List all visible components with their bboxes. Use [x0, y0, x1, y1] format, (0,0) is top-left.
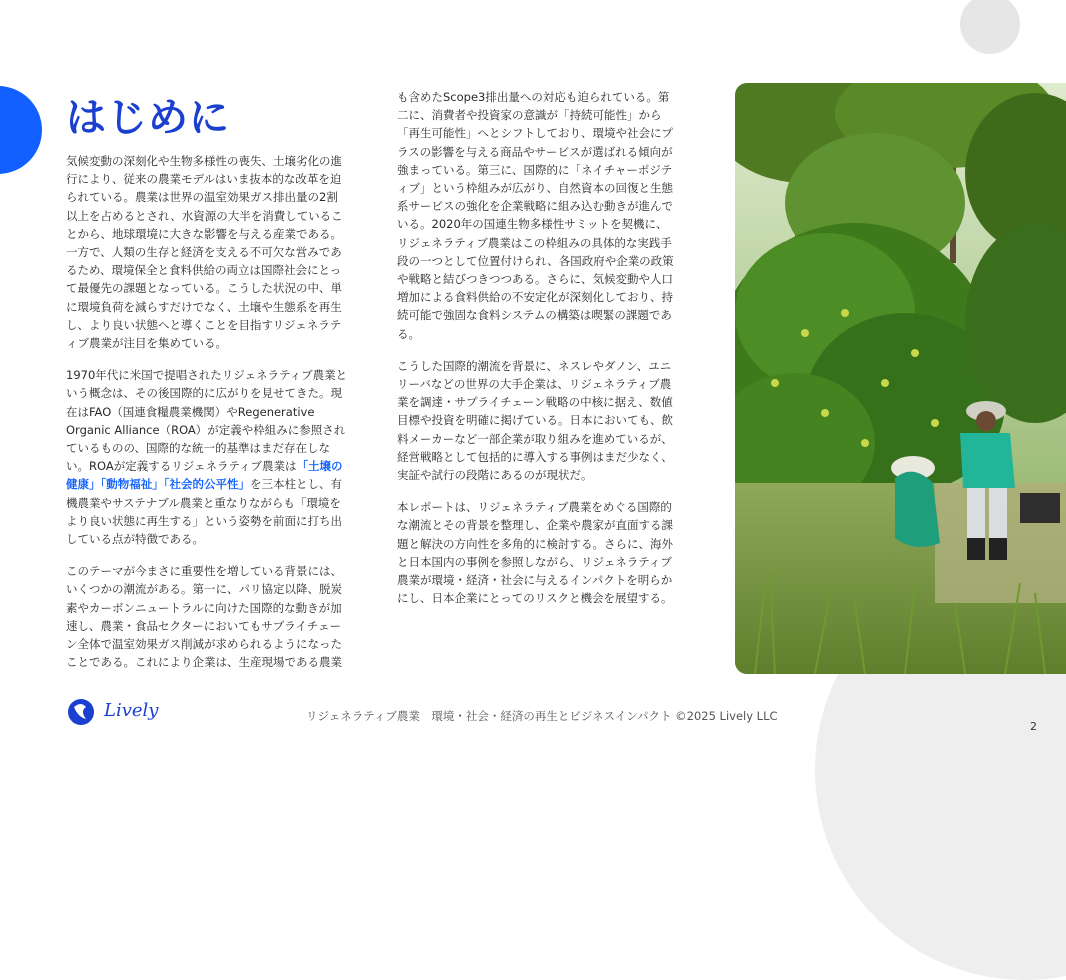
farm-photo-illustration — [735, 83, 1066, 674]
lively-logo-text: Lively — [104, 700, 159, 721]
footer-text: リジェネラティブ農業 環境・社会・経済の再生とビジネスインパクト ©2025 Lively LLC — [306, 709, 778, 723]
decorative-accent-circle — [0, 86, 42, 174]
paragraph-report-purpose: 本レポートは、リジェネラティブ農業をめぐる国際的な潮流とその背景を整理し、企業や農家が直面する課題と解決の方向性を多角的に検討する。さらに、海外と日本国内の事例を参照しながら、リジェネラティブ農業が環境・経済・社会に与えるインパクトを明らかにし、日本企業にとってのリスクと機会を展望する。 — [397, 500, 673, 606]
left-text-column — [66, 152, 348, 685]
paragraph-history-text-a: 1970年代に米国で提唱されたリジェネラティブ農業という概念は、その後国際的に広がりを見せてきた。現在はFAO（国連食糧農業機関）やRegenerative Organic Alliance（ROA）が定義や枠組みに参照されているものの、国際的な統一的基準はまだ存在しない。ROAが定義するリジェネラティブ農業は — [66, 368, 348, 474]
three-pillars-highlight: 「土壌の健康」「動物福祉」「社会的公平性」 — [66, 459, 343, 492]
lively-logo — [66, 697, 166, 731]
middle-text-column — [397, 88, 679, 621]
page-title: はじめに — [66, 95, 230, 141]
paragraph-background: このテーマが今まさに重要性を増している背景には、いくつかの潮流がある。第一に、パリ協定以降、脱炭素やカーボンニュートラルに向けた国際的な動きが加速し、農業・食品セクターにおいてもサプライチェーン全体で温室効果ガス削減が求められるようになったことである。これにより企業は、生産現場である農業 — [66, 564, 342, 670]
page-number: 2 — [1030, 720, 1037, 733]
paragraph-trends: も含めたScope3排出量への対応も迫られている。第二に、消費者や投資家の意識が「持続可能性」から「再生可能性」へとシフトしており、環境や社会にプラスの影響を与える商品やサービスが選ばれる傾向が強まっている。第三に、国際的に「ネイチャーポジティブ」という枠組みが広がり、自然資本の回復と生態系サービスの強化を企業戦略に組み込む動きが進んでいる。2020年の国連生物多様性サミットを契機に、リジェネラティブ農業はこの枠組みの具体的な実践手段の一つとして位置付けられ、各国政府や企業の政策や戦略と結びつきつつある。さらに、気候変動や人口増加による食料供給の不安定化が深刻化しており、持続可能で強固な食料システムの構築は喫緊の課題である。 — [397, 90, 674, 341]
decorative-top-circle — [960, 0, 1020, 54]
paragraph-history-text-b: を三本柱とし、有機農業やサステナブル農業と重なりながらも「環境をより良い状態に再生する」という姿勢を前面に打ち出している点が特徴である。 — [66, 477, 342, 547]
farm-photo — [735, 83, 1066, 674]
paragraph-companies: こうした国際的潮流を背景に、ネスレやダノン、ユニリーバなどの世界の大手企業は、リジェネラティブ農業を調達・サプライチェーン戦略の中核に据え、数値目標や投資を明確に掲げている。日本においても、飲料メーカーなど一部企業が取り組みを進めているが、経営戦略として包括的に導入する事例はまだ少なく、実証や試行の段階にあるのが現状だ。 — [397, 358, 673, 483]
paragraph-intro: 気候変動の深刻化や生物多様性の喪失、土壌劣化の進行により、従来の農業モデルはいま抜本的な改革を迫られている。農業は世界の温室効果ガス排出量の2割以上を占めるとされ、水資源の大半を消費していることから、地球環境に大きな影響を与える産業である。一方で、人類の生存と経済を支える不可欠な営みであるため、環境保全と食料供給の両立は国際社会にとって最優先の課題となっている。こうした状況の中、単に環境負荷を減らすだけでなく、土壌や生態系を再生し、より良い状態へと導くことを目指すリジェネラティブ農業が注目を集めている。 — [66, 154, 343, 351]
paragraph-history — [66, 366, 348, 548]
